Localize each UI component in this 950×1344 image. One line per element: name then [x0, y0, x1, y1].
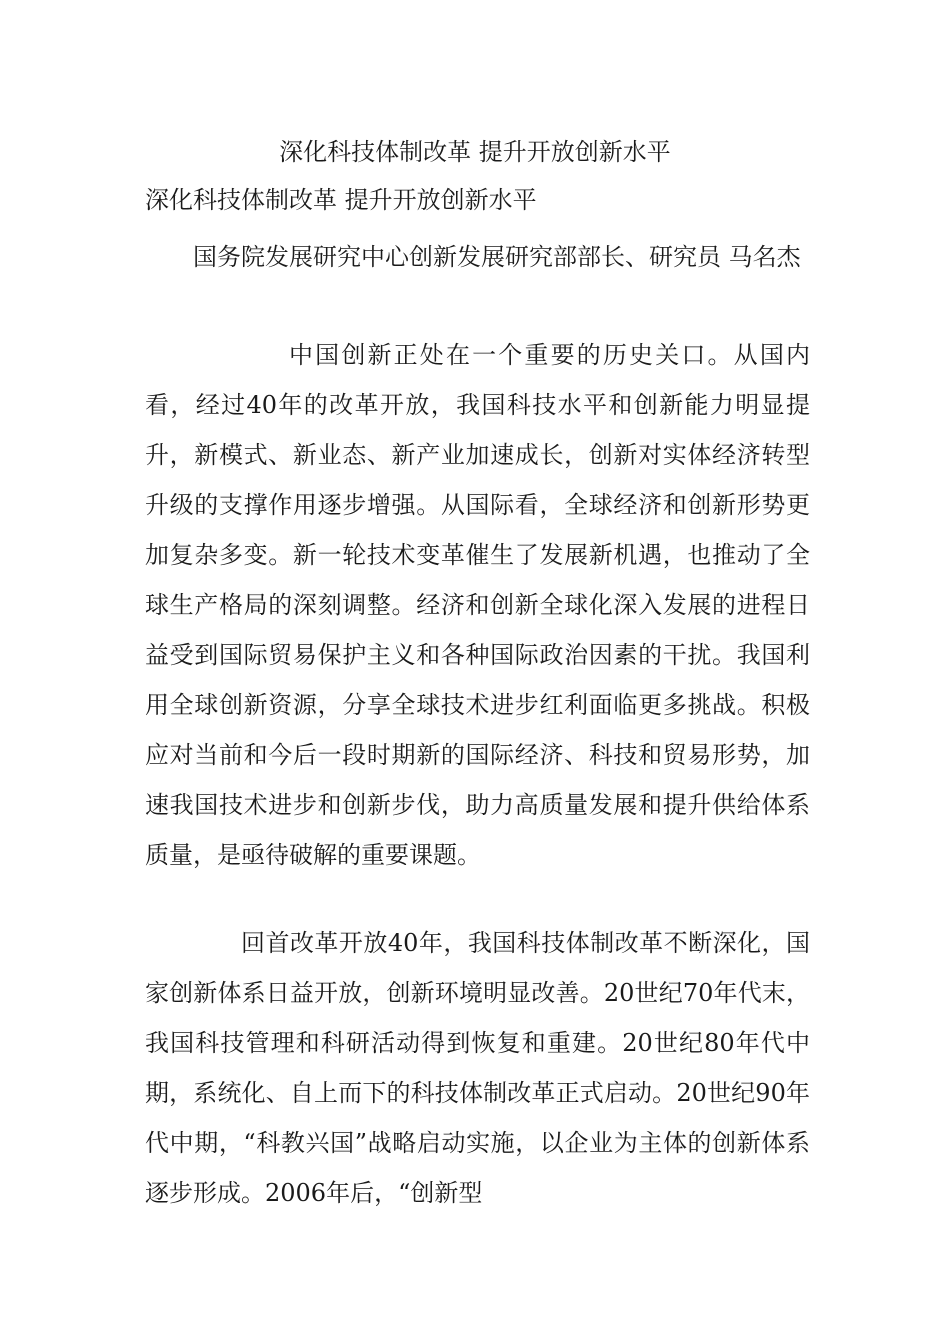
document-subtitle: 深化科技体制改革 提升开放创新水平: [145, 186, 537, 214]
document-title: 深化科技体制改革 提升开放创新水平: [279, 138, 671, 166]
body-paragraph: 回首改革开放40年，我国科技体制改革不断深化，国家创新体系日益开放，创新环境明显改善。20世纪70年代末，我国科技管理和科研活动得到恢复和重建。20世纪80年代中期，系统化、自上而下的科技体制改革正式启动。20世纪90年代中期，“科教兴国”战略启动实施，以企业为主体的创新体系逐步形成。2006年后，“创新型: [145, 929, 810, 1207]
author-line: 国务院发展研究中心创新发展研究部部长、研究员 马名杰: [193, 243, 801, 271]
body-paragraph: 中国创新正处在一个重要的历史关口。从国内看，经过40年的改革开放，我国科技水平和创新能力明显提升，新模式、新业态、新产业加速成长，创新对实体经济转型升级的支撑作用逐步增强。从国际看，全球经济和创新形势更加复杂多变。新一轮技术变革催生了发展新机遇，也推动了全球生产格局的深刻调整。经济和创新全球化深入发展的进程日益受到国际贸易保护主义和各种国际政治因素的干扰。我国利用全球创新资源，分享全球技术进步红利面临更多挑战。积极应对当前和今后一段时期新的国际经济、科技和贸易形势，加速我国技术进步和创新步伐，助力高质量发展和提升供给体系质量，是亟待破解的重要课题。: [145, 341, 810, 869]
